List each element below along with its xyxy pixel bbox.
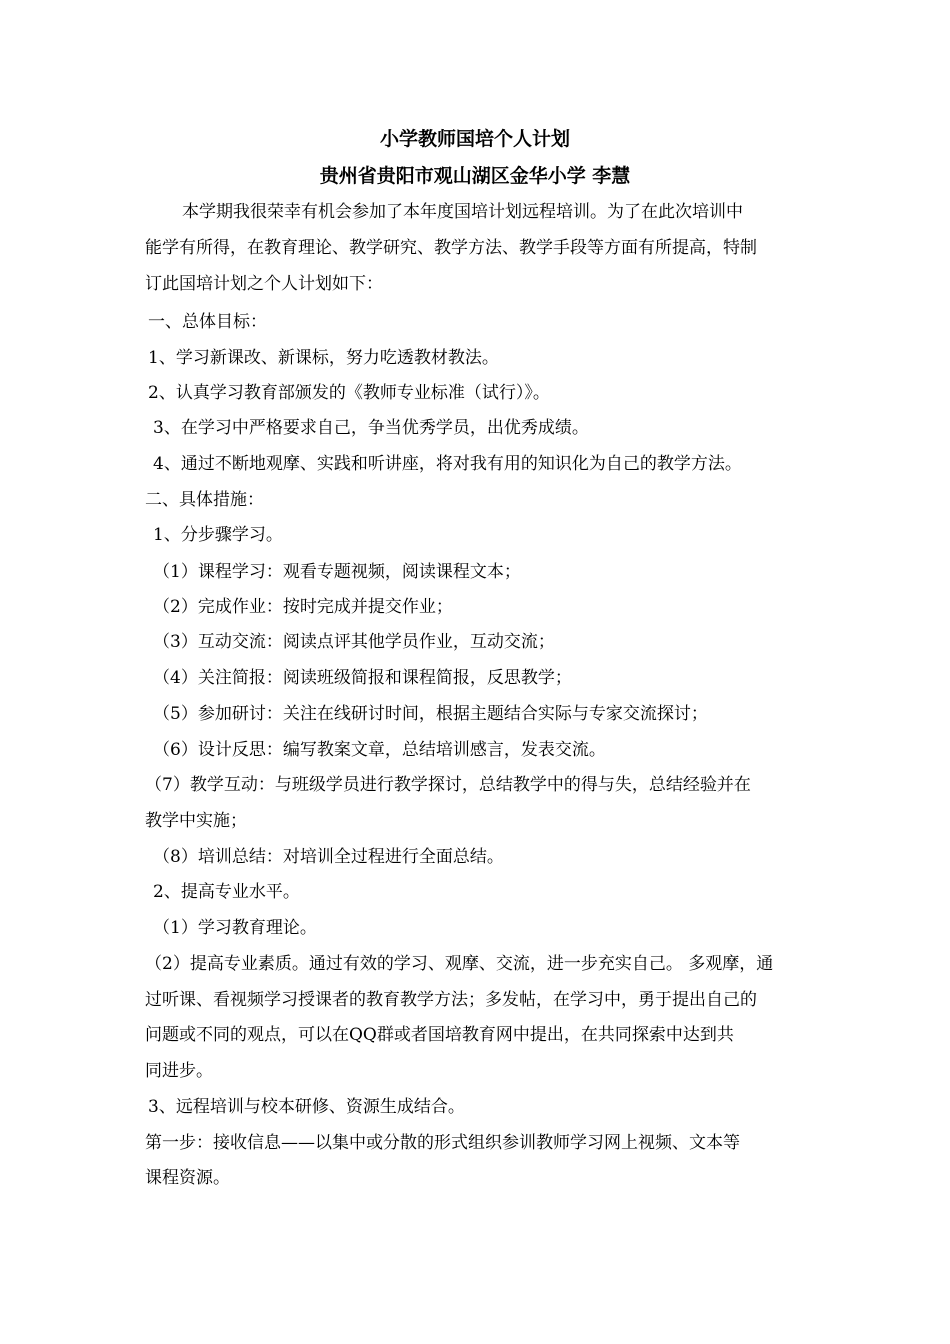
intro-paragraph-line-3: 订此国培计划之个人计划如下： — [145, 274, 383, 294]
measure-2-subitem-1: （1）学习教育理论。 — [153, 918, 317, 938]
goal-item-4: 4、通过不断地观摩、实践和听讲座，将对我有用的知识化为自己的教学方法。 — [153, 454, 742, 474]
intro-paragraph-line-1: 本学期我很荣幸有机会参加了本年度国培计划远程培训。为了在此次培训中 — [182, 202, 743, 222]
measure-item-2: 2、提高专业水平。 — [153, 882, 300, 902]
measure-subitem-2: （2）完成作业：按时完成并提交作业； — [153, 597, 453, 617]
measure-subitem-5: （5）参加研讨：关注在线研讨时间，根据主题结合实际与专家交流探讨； — [153, 704, 708, 724]
measure-item-3: 3、远程培训与校本研修、资源生成结合。 — [148, 1097, 465, 1117]
measure-subitem-3: （3）互动交流：阅读点评其他学员作业，互动交流； — [153, 632, 555, 652]
step-1-line-2: 课程资源。 — [145, 1168, 230, 1188]
goal-item-2: 2、认真学习教育部颁发的《教师专业标准（试行）》。 — [148, 383, 550, 403]
measure-subitem-7-line-2: 教学中实施； — [145, 811, 247, 831]
measure-subitem-6: （6）设计反思：编写教案文章，总结培训感言，发表交流。 — [153, 740, 606, 760]
document-title: 小学教师国培个人计划 — [379, 128, 570, 150]
section-heading-measures: 二、具体措施： — [145, 490, 264, 510]
measure-2-subitem-2-line-1: （2）提高专业素质。通过有效的学习、观摩、交流，进一步充实自己。 多观摩，通 — [145, 954, 774, 974]
measure-subitem-4: （4）关注简报：阅读班级简报和课程简报，反思教学； — [153, 668, 572, 688]
step-1-line-1: 第一步：接收信息——以集中或分散的形式组织参训教师学习网上视频、文本等 — [145, 1133, 740, 1153]
measure-2-subitem-2-line-4: 同进步。 — [145, 1061, 213, 1081]
goal-item-1: 1、学习新课改、新课标，努力吃透教材教法。 — [148, 348, 499, 368]
measure-subitem-7-line-1: （7）教学互动：与班级学员进行教学探讨，总结教学中的得与失，总结经验并在 — [145, 775, 751, 795]
intro-paragraph-line-2: 能学有所得，在教育理论、教学研究、教学方法、教学手段等方面有所提高，特制 — [145, 238, 757, 258]
measure-2-subitem-2-line-3: 问题或不同的观点，可以在QQ群或者国培教育网中提出，在共同探索中达到共 — [145, 1025, 734, 1045]
measure-subitem-8: （8）培训总结：对培训全过程进行全面总结。 — [153, 847, 504, 867]
measure-item-1: 1、分步骤学习。 — [153, 525, 283, 545]
document-subtitle: 贵州省贵阳市观山湖区金华小学 李慧 — [319, 165, 631, 187]
section-heading-overall-goals: 一、总体目标： — [148, 312, 267, 332]
measure-subitem-1: （1）课程学习：观看专题视频，阅读课程文本； — [153, 562, 521, 582]
goal-item-3: 3、在学习中严格要求自己，争当优秀学员，出优秀成绩。 — [153, 418, 589, 438]
measure-2-subitem-2-line-2: 过听课、看视频学习授课者的教育教学方法；多发帖，在学习中，勇于提出自己的 — [145, 990, 757, 1010]
